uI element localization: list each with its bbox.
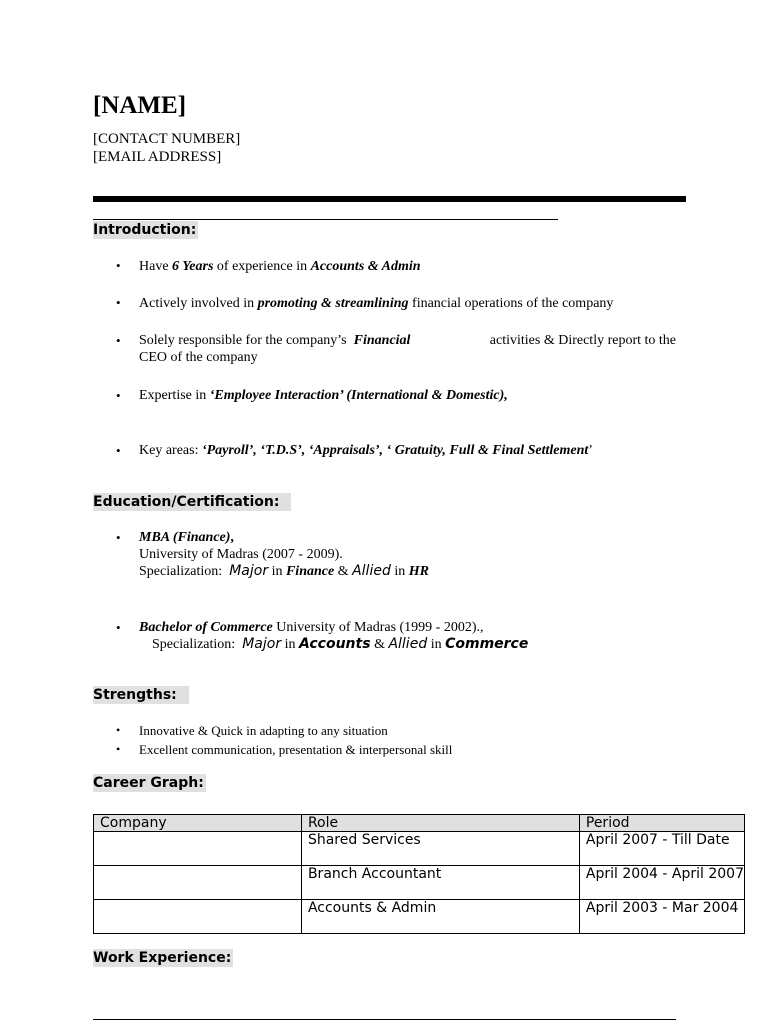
education-bcom	[139, 619, 528, 653]
contact-number: [CONTACT NUMBER]	[93, 131, 241, 147]
career-section	[93, 774, 206, 792]
intro-bullet-3: Solely responsible for the company’s Financial activities & Directly report to the CEO of the company	[139, 333, 676, 365]
strength-item-2: Excellent communication, presentation & interpersonal skill	[139, 742, 453, 757]
period-cell: April 2003 - Mar 2004	[579, 900, 744, 934]
header-divider-thin	[93, 219, 558, 220]
work-section	[93, 949, 233, 967]
education-mba: MBA (Finance), University of Madras (2007 - 2009). Specialization: Major in Finance & Allied in HR	[139, 530, 429, 579]
intro-bullet-1: Have 6 Years of experience in Accounts & Admin	[139, 259, 421, 274]
strengths-heading: Strengths:	[93, 686, 189, 704]
strengths-section	[93, 686, 189, 704]
introduction-heading: Introduction:	[93, 222, 197, 238]
table-header-row	[94, 815, 745, 832]
company-cell	[94, 832, 302, 866]
bcom-specialization: Specialization: Major in Accounts & Allied in Commerce	[152, 636, 529, 652]
email-address: [EMAIL ADDRESS]	[93, 149, 222, 165]
candidate-name: [NAME]	[93, 92, 187, 119]
education-section	[93, 493, 291, 511]
mba-title: MBA (Finance)	[139, 530, 231, 545]
intro-bullet-2: Actively involved in promoting & streamlining financial operations of the company	[139, 296, 614, 311]
mba-university: University of Madras (2007 - 2009).	[139, 547, 343, 562]
introduction-section	[93, 221, 198, 239]
table-row	[94, 832, 745, 866]
period-cell: April 2007 - Till Date	[579, 832, 744, 866]
education-heading: Education/Certification:	[93, 493, 291, 511]
bullet-icon: •	[116, 723, 121, 737]
strength-item-1: Innovative & Quick in adapting to any situation	[139, 723, 388, 738]
work-heading: Work Experience:	[93, 950, 232, 966]
table-row	[94, 900, 745, 934]
role-cell: Accounts & Admin	[301, 900, 579, 934]
mba-specialization: Specialization: Major in Finance & Allied in HR	[139, 563, 429, 579]
footer-divider	[93, 1019, 676, 1020]
bullet-icon: •	[116, 620, 121, 635]
bullet-icon: •	[116, 388, 121, 403]
bullet-icon: •	[116, 258, 121, 273]
company-cell	[94, 866, 302, 900]
column-header-period: Period	[579, 815, 744, 832]
bullet-icon: •	[116, 530, 121, 545]
bcom-title: Bachelor of Commerce	[139, 620, 273, 635]
role-cell: Shared Services	[301, 832, 579, 866]
intro-bullet-5: Key areas: ‘Payroll’, ‘T.D.S’, ‘Appraisals’, ‘ Gratuity, Full & Final Settlement’	[139, 443, 593, 458]
period-cell: April 2004 - April 2007	[579, 866, 744, 900]
bullet-icon: •	[116, 333, 121, 348]
contact-block	[93, 130, 240, 166]
bullet-icon: •	[116, 443, 121, 458]
company-cell	[94, 900, 302, 934]
bcom-university: University of Madras (1999 - 2002).,	[272, 620, 484, 635]
career-table	[93, 814, 745, 934]
column-header-company: Company	[94, 815, 302, 832]
table-row	[94, 866, 745, 900]
header-divider-thick	[93, 196, 686, 202]
role-cell: Branch Accountant	[301, 866, 579, 900]
column-header-role: Role	[301, 815, 579, 832]
bullet-icon: •	[116, 295, 121, 310]
bullet-icon: •	[116, 742, 121, 756]
intro-bullet-4: Expertise in ‘Employee Interaction’ (International & Domestic),	[139, 388, 508, 403]
career-heading: Career Graph:	[93, 775, 204, 791]
